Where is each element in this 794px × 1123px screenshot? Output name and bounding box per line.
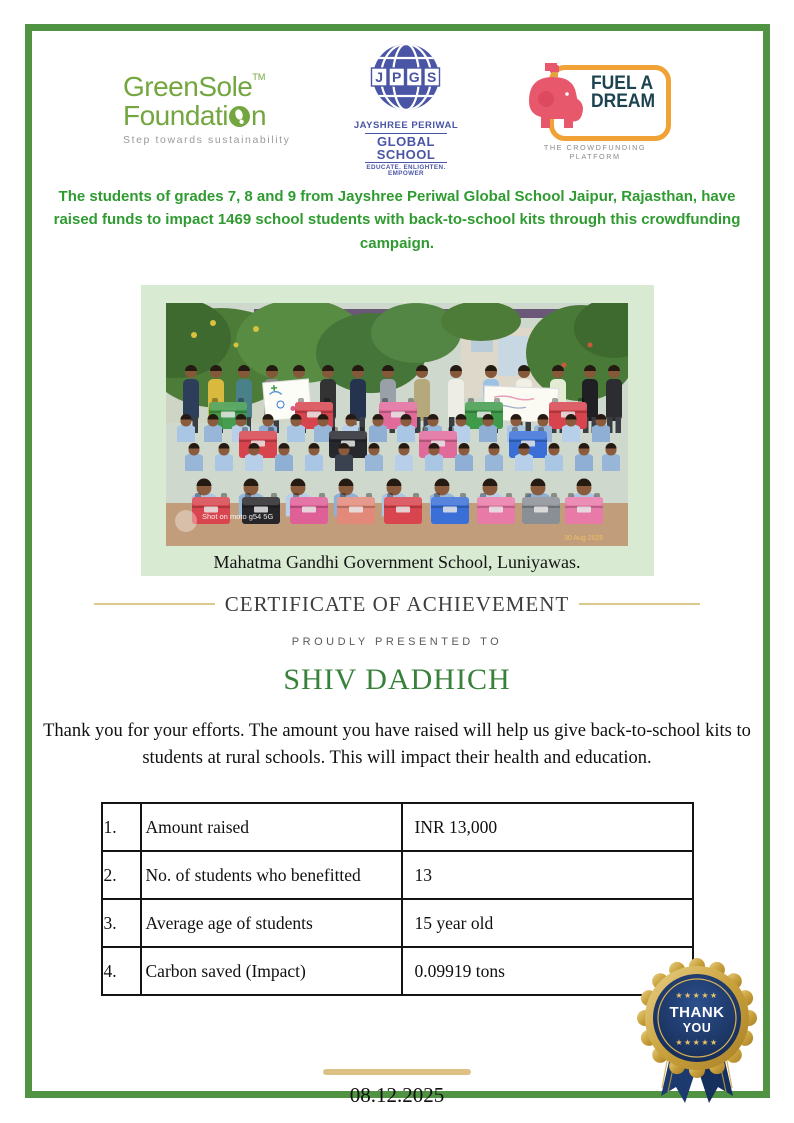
row-number: 1. [102,803,141,851]
table-row [102,803,693,851]
row-number: 3. [102,899,141,947]
greensole-tm-mark: TM [252,71,266,82]
campaign-statement: The students of grades 7, 8 and 9 from Jayshree Periwal Global School Jaipur, Rajasthan, have raised funds to impact 1469 school students with back-to-school kits through this crowdfunding campaign. [53,188,741,252]
jpgs-globe-icon [369,40,443,114]
certificate-date: 08.12.2025 [349,1083,445,1108]
greensole-foundation-logo [123,70,293,146]
jpgs-school-logo [351,40,461,177]
greensole-line2-text2: oundati [139,99,228,131]
certificate-title-row [32,592,762,617]
logo-row [32,57,762,178]
title-rule-right [579,603,700,605]
row-label: Amount raised [141,803,402,851]
presented-to-label: PROUDLY PRESENTED TO [291,635,503,648]
table-row [102,947,693,995]
row-number: 2. [102,851,141,899]
badge-text-thank: THANK [669,1004,725,1021]
recipient-name: SHIV DADHICH [283,662,511,696]
row-value: 13 [402,851,693,899]
fueladream-wordmark [591,75,655,111]
table-row [102,851,693,899]
fueladream-logo [519,61,671,161]
photo-timestamp: 30 Aug 2025 [564,534,604,542]
elephant-icon [519,61,591,141]
photo-watermark: Shot on moto g54 5G [202,511,274,521]
svg-text:S: S [427,69,437,86]
greensole-tagline: Step towards sustainability [123,133,291,146]
thank-you-message: Thank you for your efforts. The amount you have raised will help us give back-to-school kits to students at rural schools. This will impact their health and education. [43,720,751,768]
photo-frame [141,285,654,576]
row-label: No. of students who benefitted [141,851,402,899]
greensole-line2-text3: n [250,99,267,131]
greensole-line2-text: F [123,99,140,131]
fueladream-line2: DREAM [591,91,656,113]
row-value: 0.09919 tons [402,947,693,995]
jpgs-school-name-line2: GLOBAL SCHOOL [365,133,447,163]
footprint-icon [229,106,250,127]
title-rule-left [94,603,215,605]
svg-text:G: G [408,69,420,86]
school-group-photo [166,303,628,546]
row-value: INR 13,000 [402,803,693,851]
row-label: Carbon saved (Impact) [141,947,402,995]
greensole-logo-line2 [123,99,293,131]
impact-table [101,802,694,996]
row-value: 15 year old [402,899,693,947]
greensole-logo-name: GreenSole [123,70,253,102]
badge-stars-top: ★★★★★ [675,991,719,1000]
photo-caption: Mahatma Gandhi Government School, Luniyawas. [213,551,581,572]
certificate-title: CERTIFICATE OF ACHIEVEMENT [224,591,570,616]
certificate-page [32,31,762,1108]
fueladream-tagline: THE CROWDFUNDING PLATFORM [543,143,647,161]
thank-you-badge [637,956,757,1106]
badge-stars-bottom: ★★★★★ [675,1038,719,1047]
gold-divider [323,1069,471,1075]
jpgs-school-name-line1: JAYSHREE PERIWAL [353,120,459,132]
row-number: 4. [102,947,141,995]
svg-text:P: P [392,69,402,86]
table-row [102,899,693,947]
badge-text-you: YOU [682,1021,712,1035]
jpgs-motto: EDUCATE. ENLIGHTEN. EMPOWER [366,163,446,178]
svg-text:J: J [375,69,384,86]
row-label: Average age of students [141,899,402,947]
fueladream-line1: FUEL A [591,73,654,94]
